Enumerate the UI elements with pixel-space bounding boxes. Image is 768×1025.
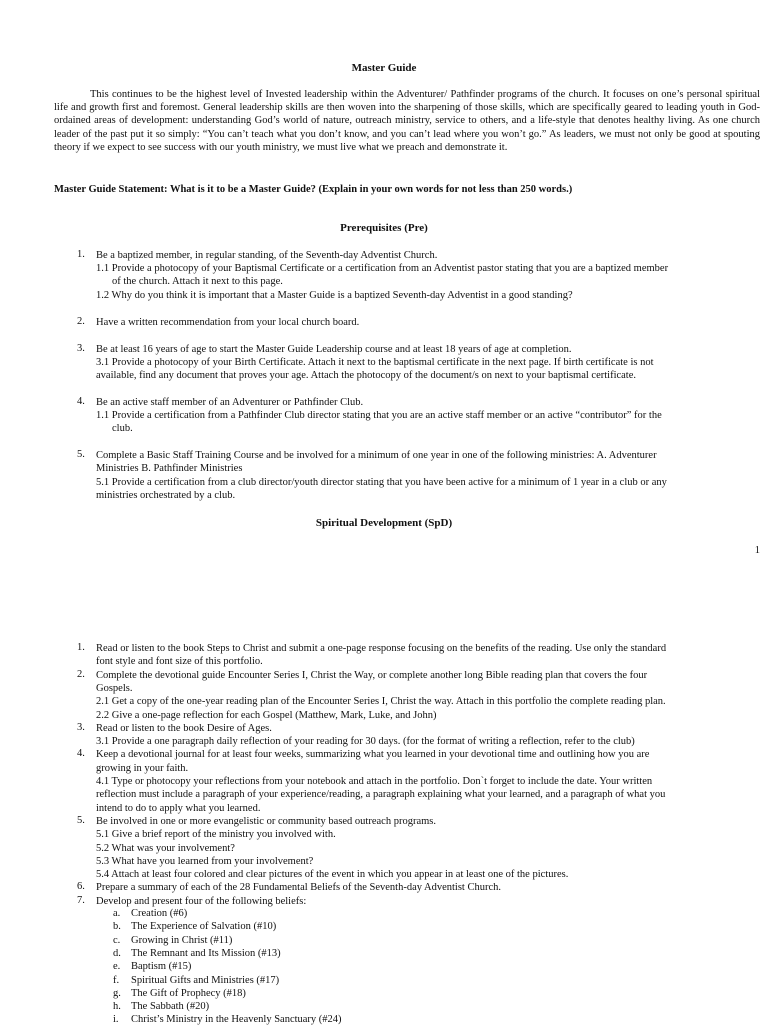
page-2 xyxy=(0,620,768,1024)
list-subitem: available, find any document that proves your age. Attach the photocopy of the document/s on next to your baptismal certificate. xyxy=(96,370,637,381)
list-number: 5. xyxy=(77,449,85,460)
list-item: Be at least 16 years of age to start the Master Guide Leadership course and at least 18 years of age at completion. xyxy=(96,344,572,355)
page-number: 1 xyxy=(754,545,760,556)
list-subitem: club. xyxy=(112,423,133,434)
list-line: font style and font size of this portfolio. xyxy=(96,656,263,668)
list-number: 2. xyxy=(77,316,85,327)
list-line: 5.2 What was your involvement? xyxy=(96,842,235,854)
list-line: Read or listen to the book Desire of Ages. xyxy=(96,722,272,734)
list-line: Develop and present four of the following beliefs: xyxy=(96,895,307,907)
belief-letter: b. xyxy=(113,921,121,933)
belief-letter: e. xyxy=(113,961,121,973)
list-subitem: 1.1 Provide a photocopy of your Baptismal Certificate or a certification from an Adventist pastor stating that you are a baptized member xyxy=(96,263,669,274)
list-number: 2. xyxy=(77,668,85,680)
list-line: 4.1 Type or photocopy your reflections from your notebook and attach in the portfolio. Don`t forget to include the date. Your written xyxy=(96,776,653,787)
list-number: 6. xyxy=(77,881,85,893)
belief-letter: f. xyxy=(113,974,120,986)
list-line: Prepare a summary of each of the 28 Fundamental Beliefs of the Seventh-day Adventist Church. xyxy=(96,882,502,894)
spiritual-development-heading: Spiritual Development (SpD) xyxy=(315,517,453,529)
list-item: Complete a Basic Staff Training Course and be involved for a minimum of one year in one of the following ministries: A. Adventurer xyxy=(96,450,657,461)
list-subitem: 5.1 Provide a certification from a club director/youth director stating that you have been active for a minimum of 1 year in a club or any xyxy=(96,477,667,488)
belief-item: Creation (#6) xyxy=(131,908,188,919)
list-line: Gospels. xyxy=(96,682,133,694)
list-line: 2.2 Give a one-page reflection for each Gospel (Matthew, Mark, Luke, and John) xyxy=(96,709,437,721)
list-subitem: of the church. Attach it next to this page. xyxy=(112,276,283,287)
belief-letter: d. xyxy=(113,947,121,959)
list-line: growing in your faith. xyxy=(96,762,189,774)
list-number: 4. xyxy=(77,396,85,407)
list-number: 1. xyxy=(77,249,85,260)
list-number: 4. xyxy=(77,748,85,760)
belief-letter: g. xyxy=(113,987,121,999)
belief-item: Spiritual Gifts and Ministries (#17) xyxy=(131,974,280,986)
list-item: Have a written recommendation from your local church board. xyxy=(96,317,360,328)
belief-letter: h. xyxy=(113,1001,121,1013)
belief-letter: i. xyxy=(113,1014,119,1025)
document-title: Master Guide xyxy=(351,62,417,74)
list-line: Complete the devotional guide Encounter Series I, Christ the Way, or complete another long Bible reading plan that covers the four xyxy=(96,669,648,681)
list-line: Read or listen to the book Steps to Christ and submit a one-page response focusing on the benefits of the reading. Use only the standard xyxy=(96,643,667,654)
master-guide-statement: Master Guide Statement: What is it to be a Master Guide? (Explain in your own words for not less than 250 words.) xyxy=(54,184,573,195)
list-line: Be involved in one or more evangelistic or community based outreach programs. xyxy=(96,815,436,827)
list-item-continued: Ministries B. Pathfinder Ministries xyxy=(96,463,243,474)
list-number: 3. xyxy=(77,343,85,354)
list-number: 1. xyxy=(77,642,85,653)
list-number: 3. xyxy=(77,721,85,733)
list-subitem: 3.1 Provide a photocopy of your Birth Certificate. Attach it next to the baptismal certificate in the next page. If birth certificate is not xyxy=(96,357,654,368)
list-line: 3.1 Provide a one paragraph daily reflection of your reading for 30 days. (for the format of writing a reflection, refer to the club) xyxy=(96,736,635,748)
list-line: 2.1 Get a copy of the one-year reading plan of the Encounter Series I, Christ the way. Attach in this portfolio the complete reading plan. xyxy=(96,696,666,708)
list-item: Be an active staff member of an Adventurer or Pathfinder Club. xyxy=(96,397,364,408)
list-line: intend to do to apply what you learned. xyxy=(96,802,261,814)
page-gap xyxy=(0,570,768,620)
belief-item: The Gift of Prophecy (#18) xyxy=(131,987,246,999)
list-item: Be a baptized member, in regular standing, of the Seventh-day Adventist Church. xyxy=(96,250,438,261)
prerequisites-heading: Prerequisites (Pre) xyxy=(340,222,428,234)
list-line: 5.1 Give a brief report of the ministry you involved with. xyxy=(96,829,336,841)
list-number: 7. xyxy=(77,894,85,906)
list-number: 5. xyxy=(77,814,85,826)
belief-item: Growing in Christ (#11) xyxy=(131,934,233,946)
belief-letter: c. xyxy=(113,934,121,946)
belief-item: Christ’s Ministry in the Heavenly Sanctuary (#24) xyxy=(131,1014,342,1025)
intro-paragraph: This continues to be the highest level of Invested leadership within the Adventurer/ Pathfinder programs of the church. It focuses on one’s personal spiritual life and growth first and foremost. General leadership skills are then woven into the sharpening of those skills, which are specifically geared to leading youth in God-ordained areas of development: understanding God’s world of nature, outreach ministry, service to others, and a life-style that denotes healthy living. As one church leader of the past put it so simply: “You can’t teach what you don’t know, and you can’t lead where you won’t go.” As leaders, we must not only be good at spouting theory if we expect to see success with our youth ministry, we must live what we preach and demonstrate it. xyxy=(54,89,760,153)
list-line: reflection must include a paragraph of your experience/reading, a paragraph explaining what your learned, and a paragraph of what you xyxy=(96,789,666,801)
list-line: 5.4 Attach at least four colored and clear pictures of the event in which you appear in at least one of the pictures. xyxy=(96,869,569,881)
belief-item: The Remnant and Its Mission (#13) xyxy=(131,947,281,959)
list-line: Keep a devotional journal for at least four weeks, summarizing what you learned in your devotional time and outlining how you are xyxy=(96,749,650,761)
list-line: 5.3 What have you learned from your involvement? xyxy=(96,855,314,867)
belief-item: Baptism (#15) xyxy=(131,961,192,973)
belief-item: The Experience of Salvation (#10) xyxy=(131,921,277,933)
list-subitem: 1.1 Provide a certification from a Pathfinder Club director stating that you are an active staff member or an active “contributor” for the xyxy=(96,410,662,421)
belief-item: The Sabbath (#20) xyxy=(131,1001,210,1013)
list-subitem: ministries orchestrated by a club. xyxy=(96,490,236,501)
list-subitem: 1.2 Why do you think it is important that a Master Guide is a baptized Seventh-day Adventist in a good standing? xyxy=(96,290,573,301)
belief-letter: a. xyxy=(113,908,121,919)
